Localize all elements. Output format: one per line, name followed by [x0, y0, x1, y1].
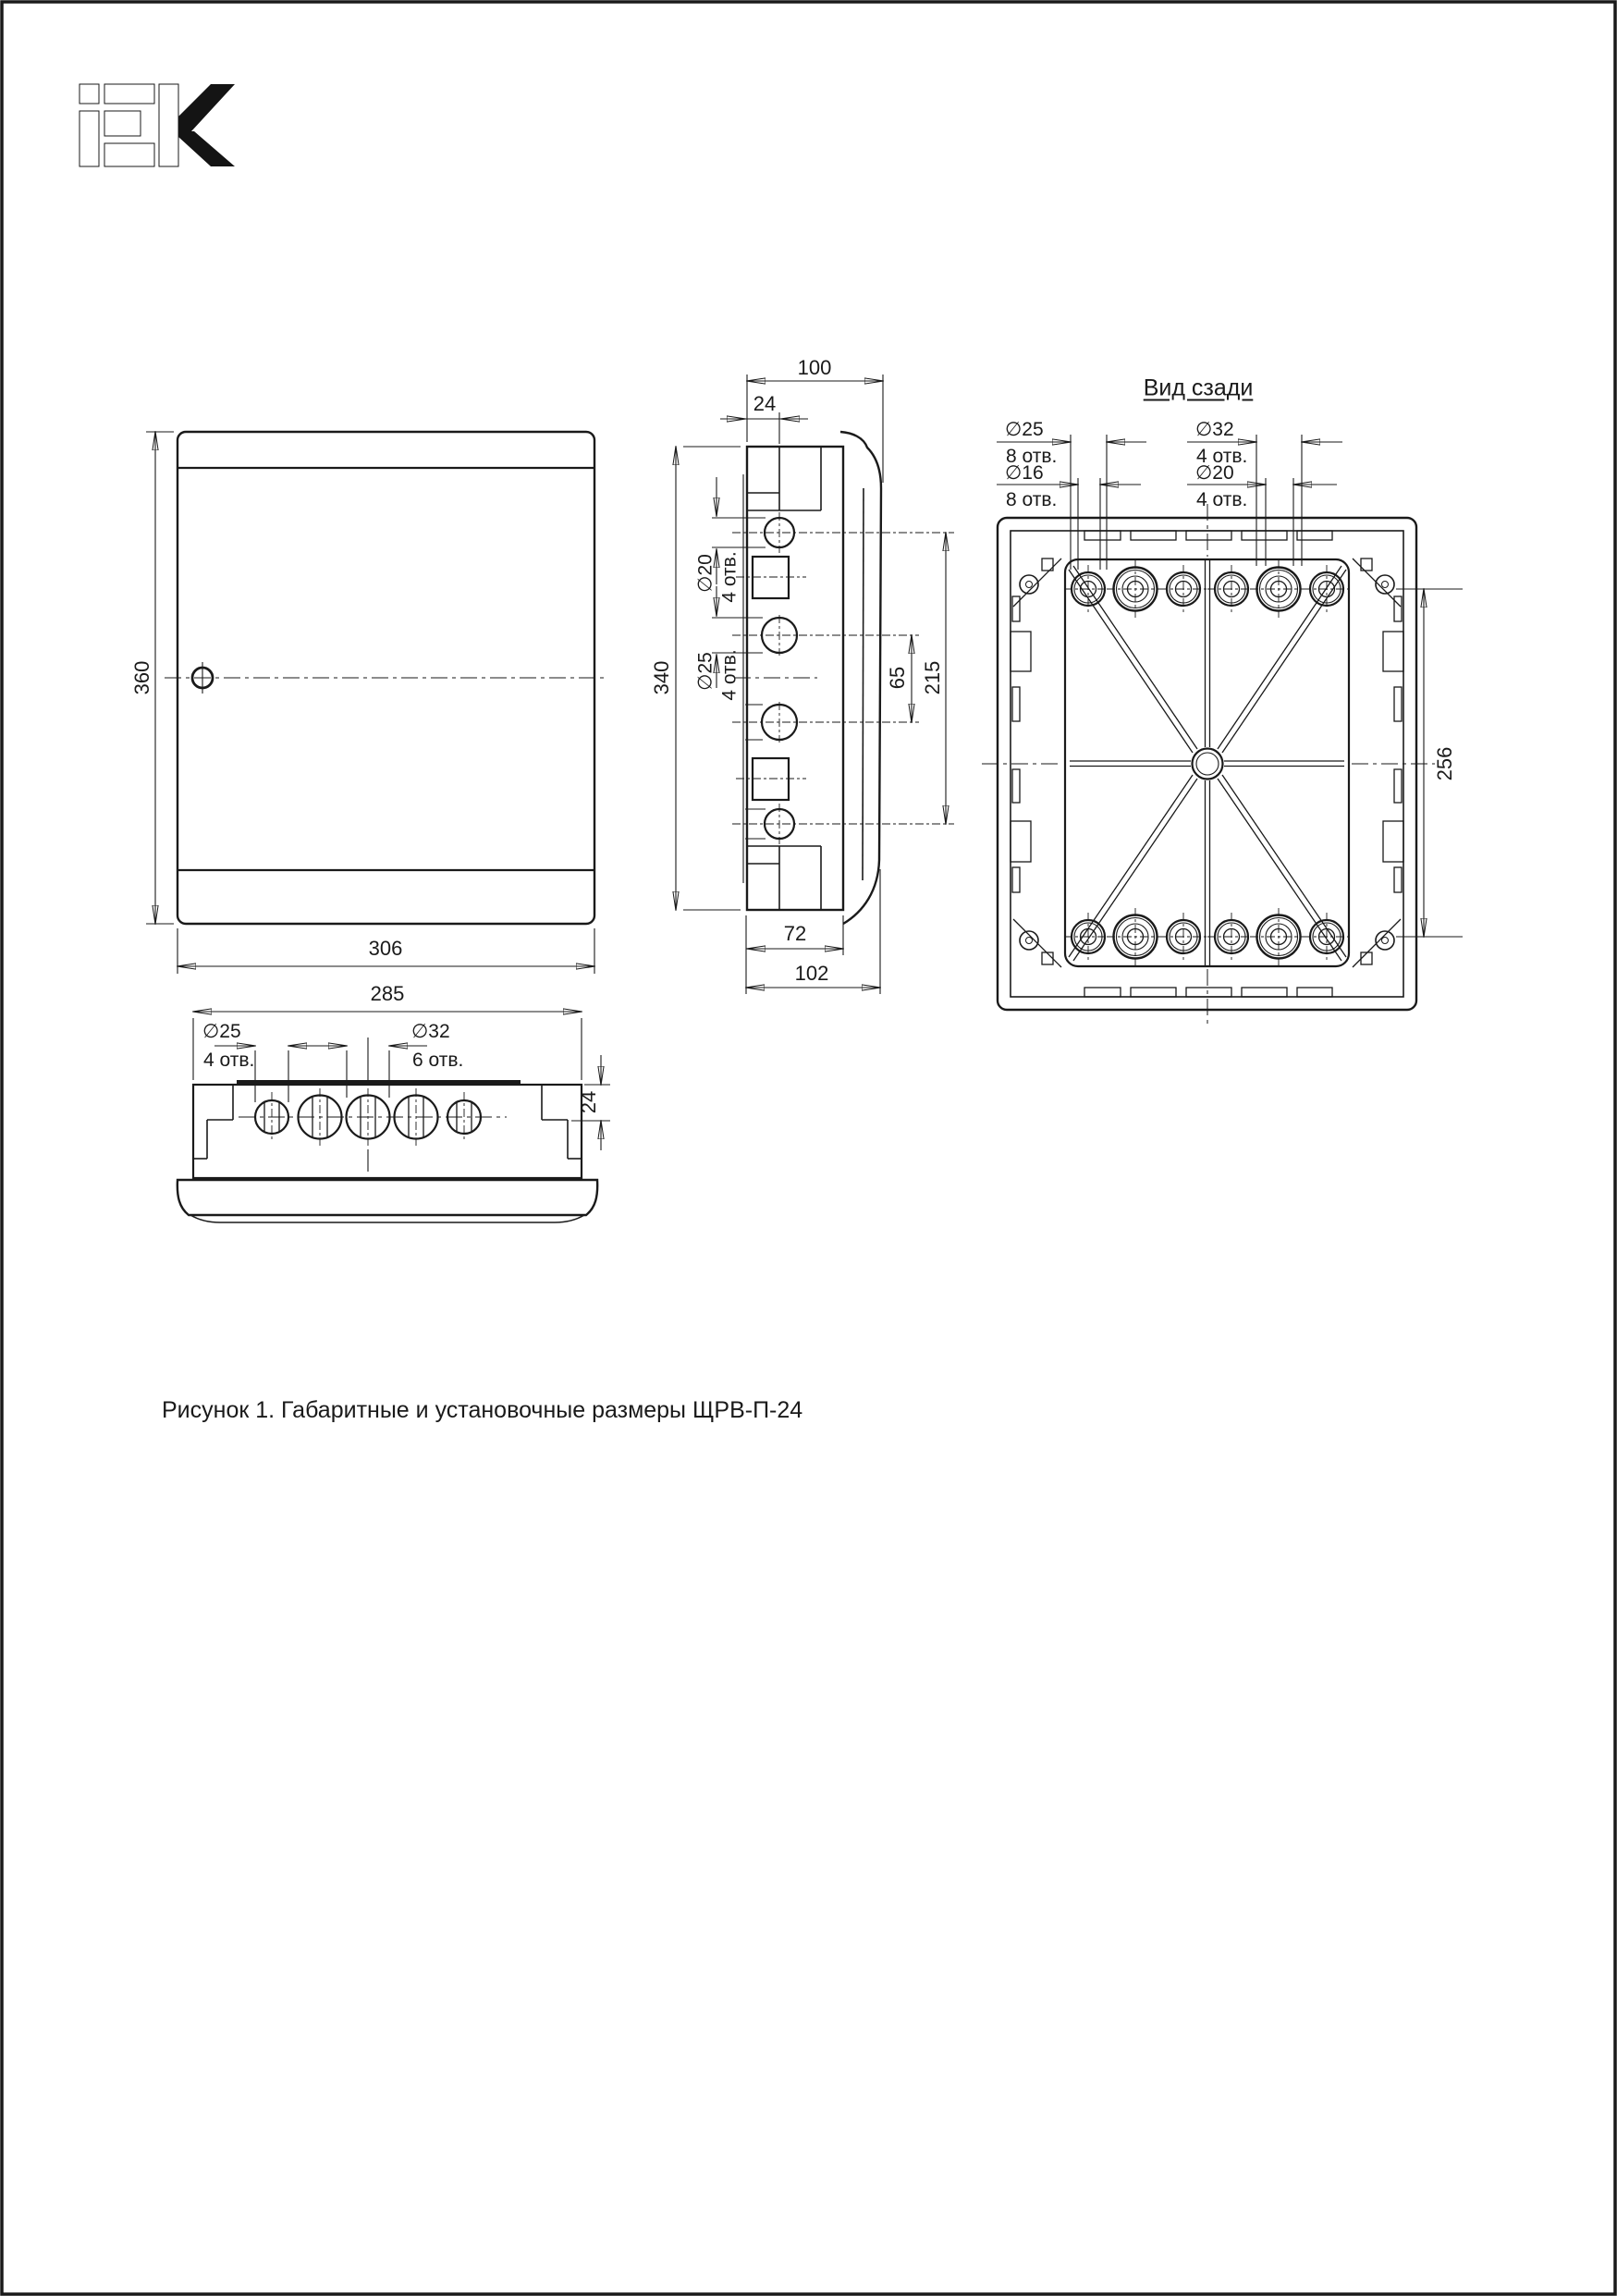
side-width-dim: 100 — [797, 356, 832, 379]
side-offset-dim: 24 — [753, 392, 777, 415]
side-d20-qty-label: 4 отв. — [718, 551, 741, 603]
back-view-title: Вид сзади — [1143, 374, 1254, 401]
page-border-frame — [2, 2, 1615, 2294]
back-d16-qty-label: 8 отв. — [1006, 489, 1058, 510]
side-d25-qty-label: 4 отв. — [718, 649, 741, 701]
back-d25-qty-label: 8 отв. — [1006, 446, 1058, 467]
iek-logo — [80, 84, 235, 166]
front-height-dim: 360 — [130, 660, 153, 695]
bottom-depth-dim: 24 — [577, 1090, 600, 1114]
back-view-linework — [982, 435, 1463, 1025]
bottom-d25-qty-label: 4 отв. — [203, 1050, 255, 1071]
back-d20-qty-label: 4 отв. — [1196, 489, 1248, 510]
back-d25-label: ∅25 — [1005, 419, 1044, 440]
back-pitch-dim: 256 — [1433, 746, 1456, 781]
side-total-depth-dim: 102 — [794, 962, 829, 985]
side-height-dim: 340 — [650, 660, 673, 695]
side-pitch-dim: 215 — [921, 660, 944, 695]
figure-caption: Рисунок 1. Габаритные и установочные размеры ЩРВ-П-24 — [162, 1397, 803, 1423]
side-d25-label: ∅25 — [694, 652, 717, 691]
back-d16-label: ∅16 — [1005, 462, 1044, 484]
front-view-linework — [146, 432, 606, 974]
bottom-width-dim: 285 — [370, 982, 405, 1005]
side-d20-label: ∅20 — [694, 554, 717, 593]
bottom-d25-label: ∅25 — [202, 1021, 241, 1042]
back-d32-label: ∅32 — [1195, 419, 1234, 440]
front-width-dim: 306 — [368, 937, 403, 960]
side-mid-pitch-dim: 65 — [886, 666, 909, 690]
side-depth-dim: 72 — [783, 922, 807, 945]
back-d32-qty-label: 4 отв. — [1196, 446, 1248, 467]
bottom-view-linework — [178, 1012, 610, 1222]
bottom-d32-qty-label: 6 отв. — [412, 1050, 464, 1071]
side-view-linework — [676, 374, 954, 994]
bottom-d32-label: ∅32 — [411, 1021, 450, 1042]
back-d20-label: ∅20 — [1195, 462, 1234, 484]
